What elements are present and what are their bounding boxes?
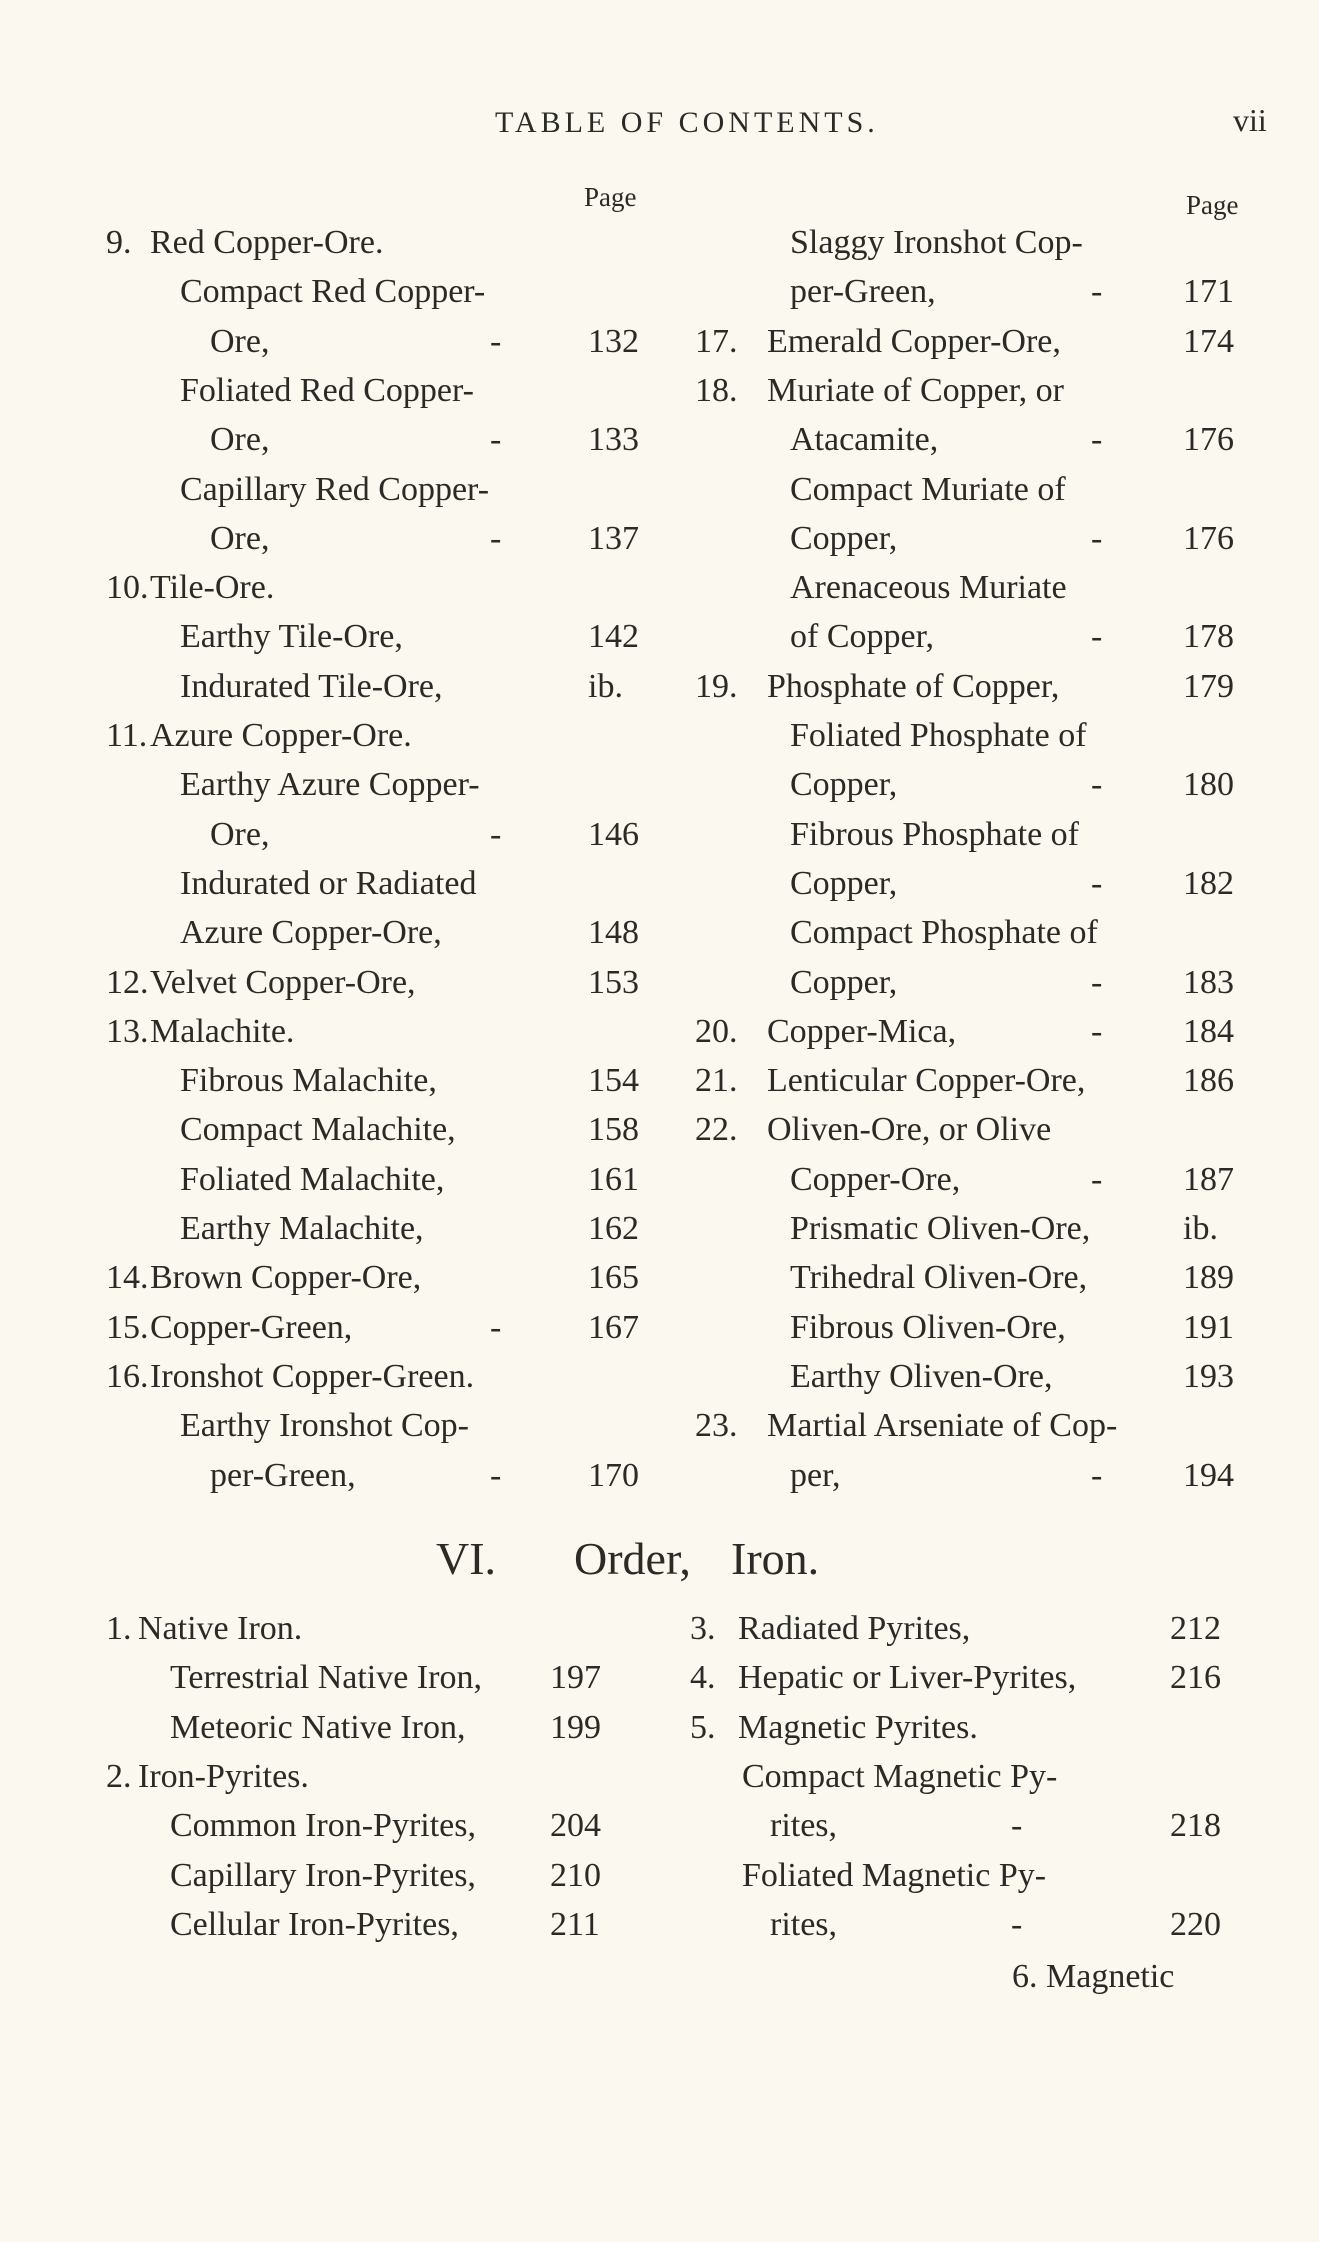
entry-title: Azure Copper-Ore.: [150, 717, 412, 754]
entry-number: 3.: [690, 1610, 716, 1647]
entry-number: 16.: [106, 1358, 149, 1395]
entry-title: Meteoric Native Iron,: [170, 1709, 466, 1746]
entry-page-number: ib.: [1183, 1210, 1218, 1247]
entry-page-number: 220: [1170, 1906, 1221, 1943]
entry-page-number: 153: [588, 964, 639, 1001]
leader-dash: -: [490, 421, 502, 458]
entry-page-number: 204: [550, 1807, 601, 1844]
entry-page-number: 199: [550, 1709, 601, 1746]
entry-title: Arenaceous Muriate: [790, 569, 1067, 606]
entry-title: Brown Copper-Ore,: [150, 1259, 422, 1296]
entry-title: Copper-Mica,: [767, 1013, 957, 1050]
leader-dash: -: [1091, 1013, 1103, 1050]
leader-dash: -: [1091, 421, 1103, 458]
entry-title: Copper,: [790, 766, 898, 803]
leader-dash: -: [1011, 1906, 1023, 1943]
entry-page-number: 216: [1170, 1659, 1221, 1696]
entry-title: rites,: [770, 1906, 838, 1943]
leader-dash: -: [490, 816, 502, 853]
entry-number: 10.: [106, 569, 149, 606]
entry-title: per-Green,: [790, 273, 936, 310]
entry-page-number: 191: [1183, 1309, 1234, 1346]
entry-title: Compact Malachite,: [180, 1111, 456, 1148]
entry-title: Emerald Copper-Ore,: [767, 323, 1061, 360]
entry-title: Ore,: [210, 520, 270, 557]
entry-title: Fibrous Oliven-Ore,: [790, 1309, 1066, 1346]
entry-title: Lenticular Copper-Ore,: [767, 1062, 1086, 1099]
entry-title: Foliated Malachite,: [180, 1161, 445, 1198]
entry-page-number: 179: [1183, 668, 1234, 705]
entry-number: 12.: [106, 964, 149, 1001]
entry-title: Terrestrial Native Iron,: [170, 1659, 482, 1696]
entry-title: Martial Arseniate of Cop-: [767, 1407, 1118, 1444]
entry-title: Earthy Ironshot Cop-: [180, 1407, 469, 1444]
entry-page-number: 197: [550, 1659, 601, 1696]
entry-page-number: 178: [1183, 618, 1234, 655]
entry-page-number: 146: [588, 816, 639, 853]
entry-title: Velvet Copper-Ore,: [150, 964, 416, 1001]
entry-title: Foliated Red Copper-: [180, 372, 474, 409]
entry-title: Earthy Oliven-Ore,: [790, 1358, 1053, 1395]
entry-title: Fibrous Phosphate of: [790, 816, 1079, 853]
entry-title: Slaggy Ironshot Cop-: [790, 224, 1083, 261]
entry-page-number: 194: [1183, 1457, 1234, 1494]
entry-page-number: 186: [1183, 1062, 1234, 1099]
entry-title: Common Iron-Pyrites,: [170, 1807, 476, 1844]
entry-page-number: 184: [1183, 1013, 1234, 1050]
leader-dash: -: [1091, 865, 1103, 902]
entry-title: Malachite.: [150, 1013, 295, 1050]
entry-page-number: 170: [588, 1457, 639, 1494]
leader-dash: -: [1091, 766, 1103, 803]
running-title: TABLE OF CONTENTS.: [495, 106, 879, 139]
entry-number: 17.: [695, 323, 738, 360]
entry-title: rites,: [770, 1807, 838, 1844]
entry-title: Phosphate of Copper,: [767, 668, 1060, 705]
entry-title: Tile-Ore.: [150, 569, 275, 606]
entry-title: per-Green,: [210, 1457, 356, 1494]
leader-dash: -: [1091, 964, 1103, 1001]
leader-dash: -: [490, 323, 502, 360]
entry-title: Cellular Iron-Pyrites,: [170, 1906, 459, 1943]
page-column-label-left: Page: [584, 182, 637, 212]
leader-dash: -: [490, 1309, 502, 1346]
leader-dash: -: [490, 1457, 502, 1494]
leader-dash: -: [490, 520, 502, 557]
entry-page-number: 211: [550, 1906, 600, 1943]
entry-page-number: 154: [588, 1062, 639, 1099]
entry-title: of Copper,: [790, 618, 935, 655]
entry-title: Indurated or Radiated: [180, 865, 477, 902]
entry-title: Foliated Magnetic Py-: [742, 1857, 1047, 1894]
entry-title: Copper,: [790, 964, 898, 1001]
entry-number: 20.: [695, 1013, 738, 1050]
entry-title: Native Iron.: [138, 1610, 303, 1647]
entry-page-number: 183: [1183, 964, 1234, 1001]
entry-number: 13.: [106, 1013, 149, 1050]
entry-title: Hepatic or Liver-Pyrites,: [738, 1659, 1077, 1696]
entry-number: 21.: [695, 1062, 738, 1099]
entry-title: Copper-Ore,: [790, 1161, 961, 1198]
entry-title: Foliated Phosphate of: [790, 717, 1087, 754]
entry-title: Ore,: [210, 816, 270, 853]
entry-number: 19.: [695, 668, 738, 705]
entry-title: Magnetic Pyrites.: [738, 1709, 978, 1746]
page-column-label-right: Page: [1186, 190, 1239, 220]
entry-page-number: 133: [588, 421, 639, 458]
entry-page-number: 174: [1183, 323, 1234, 360]
entry-page-number: 218: [1170, 1807, 1221, 1844]
entry-number: 18.: [695, 372, 738, 409]
entry-title: Atacamite,: [790, 421, 939, 458]
entry-number: 1.: [106, 1610, 132, 1647]
entry-title: Earthy Tile-Ore,: [180, 618, 403, 655]
entry-page-number: 180: [1183, 766, 1234, 803]
entry-page-number: 161: [588, 1161, 639, 1198]
entry-title: Copper,: [790, 865, 898, 902]
entry-title: Compact Magnetic Py-: [742, 1758, 1058, 1795]
entry-number: 11.: [106, 717, 148, 754]
entry-page-number: 158: [588, 1111, 639, 1148]
entry-page-number: 193: [1183, 1358, 1234, 1395]
entry-title: per,: [790, 1457, 841, 1494]
entry-number: 5.: [690, 1709, 716, 1746]
entry-page-number: 171: [1183, 273, 1234, 310]
entry-page-number: 210: [550, 1857, 601, 1894]
entry-page-number: 142: [588, 618, 639, 655]
entry-title: Compact Phosphate of: [790, 914, 1098, 951]
entry-title: Indurated Tile-Ore,: [180, 668, 443, 705]
entry-title: Earthy Malachite,: [180, 1210, 424, 1247]
entry-title: Copper,: [790, 520, 898, 557]
entry-number: 23.: [695, 1407, 738, 1444]
entry-page-number: 167: [588, 1309, 639, 1346]
order-name: Iron.: [731, 1533, 820, 1584]
entry-page-number: 176: [1183, 520, 1234, 557]
catchword: 6. Magnetic: [1012, 1958, 1175, 1995]
entry-title: Red Copper-Ore.: [150, 224, 384, 261]
entry-title: Earthy Azure Copper-: [180, 766, 480, 803]
entry-page-number: 137: [588, 520, 639, 557]
order-numeral: VI.: [436, 1533, 497, 1584]
entry-number: 14.: [106, 1259, 149, 1296]
entry-title: Ironshot Copper-Green.: [150, 1358, 475, 1395]
entry-title: Radiated Pyrites,: [738, 1610, 971, 1647]
leader-dash: -: [1011, 1807, 1023, 1844]
entry-title: Muriate of Copper, or: [767, 372, 1065, 409]
entry-page-number: 132: [588, 323, 639, 360]
entry-page-number: 189: [1183, 1259, 1234, 1296]
entry-number: 15.: [106, 1309, 149, 1346]
entry-page-number: 162: [588, 1210, 639, 1247]
running-header: [0, 100, 1319, 140]
leader-dash: -: [1091, 520, 1103, 557]
entry-title: Copper-Green,: [150, 1309, 353, 1346]
entry-title: Oliven-Ore, or Olive: [767, 1111, 1052, 1148]
entry-title: Trihedral Oliven-Ore,: [790, 1259, 1088, 1296]
entry-title: Prismatic Oliven-Ore,: [790, 1210, 1091, 1247]
leader-dash: -: [1091, 1457, 1103, 1494]
entry-number: 9.: [106, 224, 132, 261]
entry-title: Azure Copper-Ore,: [180, 914, 442, 951]
leader-dash: -: [1091, 273, 1103, 310]
entry-number: 4.: [690, 1659, 716, 1696]
entry-page-number: ib.: [588, 668, 623, 705]
entry-title: Compact Red Copper-: [180, 273, 486, 310]
entry-page-number: 176: [1183, 421, 1234, 458]
entry-page-number: 187: [1183, 1161, 1234, 1198]
entry-page-number: 148: [588, 914, 639, 951]
entry-page-number: 182: [1183, 865, 1234, 902]
entry-title: Ore,: [210, 323, 270, 360]
entry-number: 2.: [106, 1758, 132, 1795]
entry-title: Iron-Pyrites.: [138, 1758, 309, 1795]
entry-number: 22.: [695, 1111, 738, 1148]
entry-page-number: 165: [588, 1259, 639, 1296]
entry-title: Ore,: [210, 421, 270, 458]
entry-title: Capillary Red Copper-: [180, 471, 490, 508]
folio-number: vii: [1233, 102, 1267, 138]
entry-title: Fibrous Malachite,: [180, 1062, 437, 1099]
entry-page-number: 212: [1170, 1610, 1221, 1647]
entry-title: Capillary Iron-Pyrites,: [170, 1857, 476, 1894]
leader-dash: -: [1091, 1161, 1103, 1198]
entry-title: Compact Muriate of: [790, 471, 1066, 508]
order-word: Order,: [574, 1533, 691, 1584]
leader-dash: -: [1091, 618, 1103, 655]
